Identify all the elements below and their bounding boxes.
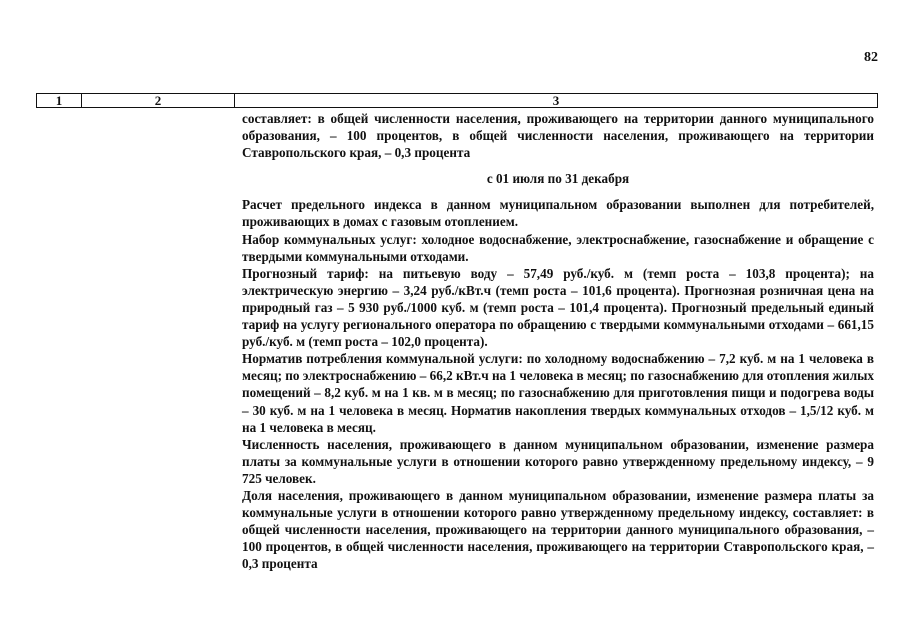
paragraph-continuation: составляет: в общей численности населения, проживающего на территории данного муниципального образования, – 100 процентов, в общей численности населения, проживающего на территории Ставропольского края, – 0,3 процента [242, 111, 874, 161]
table-header-col-3: 3 [552, 93, 560, 108]
paragraph-consumption-norm: Норматив потребления коммунальной услуги: по холодному водоснабжению – 7,2 куб. м на 1 человека в месяц; по электроснабжению – 66,2 кВт.ч на 1 человека в месяц; по газоснабжению для отопления жилых помещений – 8,2 куб. м на 1 кв. м в месяц; по газоснабжению для приготовления пищи и подогрева воды – 30 куб. м на 1 человека в месяц. Норматив накопления твердых коммунальных отходов – 1,5/12 куб. м на 1 человека в месяц. [242, 351, 874, 435]
paragraph-population-count: Численность населения, проживающего в данном муниципальном образовании, изменение размера платы за коммунальные услуги в отношении которого равно утвержденному предельному индексу, – 9 725 человек. [242, 436, 874, 486]
table-header-row [36, 93, 878, 108]
paragraph-services-set: Набор коммунальных услуг: холодное водоснабжение, электроснабжение, газоснабжение и обращение с твердыми коммунальными отходами. [242, 231, 874, 264]
table-header-col-2: 2 [82, 94, 235, 107]
paragraph-population-share: Доля населения, проживающего в данном муниципальном образовании, изменение размера платы за коммунальные услуги в отношении которого равно утвержденному предельному индексу, составляет: в общей численности населения, проживающего на территории данного муниципального образования, – 100 процентов, в общей численности населения, проживающего на территории Ставропольского края, – 0,3 процента [242, 487, 874, 572]
paragraph-forecast-tariff: Прогнозный тариф: на питьевую воду – 57,49 руб./куб. м (темп роста – 103,8 процента); на электрическую энергию – 3,24 руб./кВт.ч (темп роста – 101,6 процента). Прогнозная розничная цена на природный газ – 5 930 руб./1000 куб. м (темп роста – 101,4 процента). Прогнозный предельный единый тариф на услугу регионального оператора по обращению с твердыми коммунальными отходами – 661,15 руб./куб. м (темп роста – 102,0 процента). [242, 265, 874, 350]
document-body [242, 110, 874, 572]
section-subheading: с 01 июля по 31 декабря [486, 171, 630, 187]
paragraph-index-calculation: Расчет предельного индекса в данном муниципальном образовании выполнен для потребителей, проживающих в домах с газовым отоплением. [242, 197, 874, 230]
table-header-col-1: 1 [37, 94, 82, 107]
page-number: 82 [864, 50, 878, 65]
